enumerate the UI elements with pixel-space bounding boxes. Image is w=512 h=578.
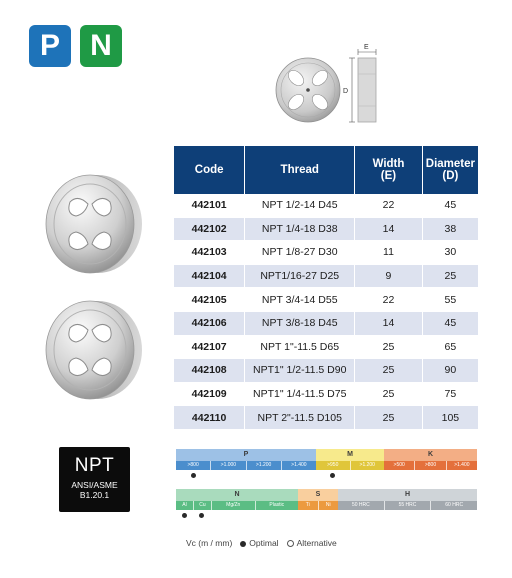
material-group-n	[176, 489, 298, 522]
cell-thread: NPT 3/4-14 D55	[245, 288, 355, 312]
cell-thread: NPT1" 1/4-11.5 D75	[245, 382, 355, 406]
material-s-label: S	[298, 489, 338, 501]
cell-diameter: 75	[422, 382, 478, 406]
cell-code: 442104	[174, 264, 245, 288]
cell-code: 442110	[174, 406, 245, 430]
material-n-sub: Al	[176, 501, 194, 510]
material-s-sub: Ti	[298, 501, 319, 510]
cell-diameter: 105	[422, 406, 478, 430]
material-h-subs	[338, 501, 477, 510]
die-dimension-diagram	[268, 44, 388, 130]
product-table	[174, 146, 478, 430]
col-header-width-line1: Width	[372, 158, 405, 170]
material-k-dots	[384, 470, 477, 482]
material-n-sub: Mg/Zn	[212, 501, 256, 510]
table-row	[174, 406, 478, 430]
cell-code: 442109	[174, 382, 245, 406]
npt-standard-line1: ANSI/ASME	[71, 480, 118, 490]
material-p-dots	[176, 470, 316, 482]
cell-diameter: 55	[422, 288, 478, 312]
cell-diameter: 65	[422, 335, 478, 359]
rating-dot	[254, 510, 298, 522]
cell-diameter: 25	[422, 264, 478, 288]
legend-alternative	[287, 538, 337, 548]
npt-title: NPT	[74, 455, 115, 476]
cell-thread: NPT 3/8-18 D45	[245, 311, 355, 335]
cell-diameter: 38	[422, 217, 478, 241]
cell-width: 22	[355, 288, 423, 312]
material-p-subs	[176, 461, 316, 470]
col-header-width-line2: (E)	[380, 170, 397, 182]
cell-thread: NPT 1/4-18 D38	[245, 217, 355, 241]
legend-optimal	[240, 538, 278, 548]
legend	[186, 538, 337, 548]
cell-width: 25	[355, 406, 423, 430]
table-row	[174, 264, 478, 288]
die-image-1	[40, 172, 144, 276]
cell-width: 11	[355, 241, 423, 265]
cell-diameter: 45	[422, 311, 478, 335]
material-n-dots	[176, 510, 298, 522]
npt-standard-box	[59, 447, 130, 512]
legend-optimal-label: Optimal	[249, 538, 279, 548]
cell-width: 25	[355, 382, 423, 406]
cell-width: 22	[355, 194, 423, 217]
cell-code: 442102	[174, 217, 245, 241]
cell-width: 14	[355, 311, 423, 335]
rating-dot	[318, 510, 338, 522]
rating-dot	[176, 510, 193, 522]
cell-code: 442107	[174, 335, 245, 359]
material-p-sub: >1.200	[247, 461, 282, 470]
filled-dot-icon	[240, 541, 246, 547]
legend-vc: Vc (m / mm)	[186, 538, 233, 548]
cell-thread: NPT1" 1/2-11.5 D90	[245, 359, 355, 383]
col-header-diameter-line1: Diameter	[425, 158, 475, 170]
rating-dot	[316, 470, 350, 482]
col-header-width	[355, 146, 423, 194]
rating-dot	[384, 470, 415, 482]
rating-dot	[446, 470, 477, 482]
material-n-sub: Cu	[194, 501, 212, 510]
cell-width: 25	[355, 335, 423, 359]
legend-alternative-label: Alternative	[296, 538, 337, 548]
cell-width: 25	[355, 359, 423, 383]
material-k-sub: >500	[384, 461, 415, 470]
npt-standard-line2: B1.20.1	[79, 490, 110, 500]
rating-dot	[384, 510, 430, 522]
cell-code: 442105	[174, 288, 245, 312]
coating-badge-n: N	[80, 25, 122, 67]
table-row	[174, 359, 478, 383]
material-n-label: N	[176, 489, 298, 501]
label-e: E	[364, 44, 369, 51]
table-header-row	[174, 146, 478, 194]
rating-dot	[176, 470, 211, 482]
material-m-subs	[316, 461, 384, 470]
material-h-sub: 50 HRC	[338, 501, 385, 510]
table-row	[174, 194, 478, 217]
rating-dot	[338, 510, 384, 522]
material-s-subs	[298, 501, 338, 510]
cell-thread: NPT 1/8-27 D30	[245, 241, 355, 265]
material-h-sub: 60 HRC	[445, 502, 464, 508]
table-row	[174, 288, 478, 312]
cell-code: 442108	[174, 359, 245, 383]
cell-thread: NPT 1"-11.5 D65	[245, 335, 355, 359]
coating-badge-p: P	[29, 25, 71, 67]
material-group-p	[176, 449, 316, 482]
material-n-sub: Plastic	[269, 502, 285, 508]
rating-dot	[211, 510, 255, 522]
cell-code: 442103	[174, 241, 245, 265]
label-d: D	[343, 88, 349, 95]
rating-dot	[246, 470, 281, 482]
cell-diameter: 90	[422, 359, 478, 383]
material-h-label: H	[338, 489, 477, 501]
rating-dot	[193, 510, 210, 522]
material-k-sub: >1.400	[454, 462, 470, 468]
rating-dot	[415, 470, 446, 482]
rating-dot	[281, 470, 316, 482]
table-row	[174, 241, 478, 265]
cell-width: 9	[355, 264, 423, 288]
col-header-diameter	[422, 146, 478, 194]
material-p-sub: >1.400	[291, 462, 307, 468]
material-s-sub: Ni	[325, 502, 331, 508]
die-image-2	[40, 298, 144, 402]
material-row-2	[176, 489, 477, 522]
material-row-1	[176, 449, 477, 482]
cell-thread: NPT 2"-11.5 D105	[245, 406, 355, 430]
rating-dot	[431, 510, 477, 522]
col-header-diameter-line2: (D)	[442, 170, 459, 182]
cell-width: 14	[355, 217, 423, 241]
material-group-k	[384, 449, 477, 482]
material-s-dots	[298, 510, 338, 522]
material-p-sub: >800	[176, 461, 211, 470]
npt-standard	[59, 480, 130, 500]
cell-diameter: 30	[422, 241, 478, 265]
material-m-sub: >950	[316, 461, 351, 470]
material-h-dots	[338, 510, 477, 522]
empty-dot-icon	[287, 540, 294, 547]
material-p-label: P	[176, 449, 316, 461]
table-row	[174, 382, 478, 406]
material-k-label: K	[384, 449, 477, 461]
cell-code: 442106	[174, 311, 245, 335]
material-m-label: M	[316, 449, 384, 461]
material-group-s	[298, 489, 338, 522]
material-group-m	[316, 449, 384, 482]
material-n-subs	[176, 501, 298, 510]
cell-thread: NPT1/16-27 D25	[245, 264, 355, 288]
material-p-sub: >1.000	[211, 461, 246, 470]
material-m-sub: >1.200	[359, 462, 375, 468]
table-row	[174, 311, 478, 335]
table-row	[174, 335, 478, 359]
cell-code: 442101	[174, 194, 245, 217]
material-h-sub: 55 HRC	[385, 501, 432, 510]
col-header-thread: Thread	[245, 146, 355, 194]
cell-diameter: 45	[422, 194, 478, 217]
material-m-dots	[316, 470, 384, 482]
material-group-h	[338, 489, 477, 522]
rating-dot	[211, 470, 246, 482]
material-k-sub: >800	[415, 461, 446, 470]
cell-thread: NPT 1/2-14 D45	[245, 194, 355, 217]
table-row	[174, 217, 478, 241]
col-header-code: Code	[174, 146, 245, 194]
material-k-subs	[384, 461, 477, 470]
rating-dot	[298, 510, 318, 522]
rating-dot	[350, 470, 384, 482]
